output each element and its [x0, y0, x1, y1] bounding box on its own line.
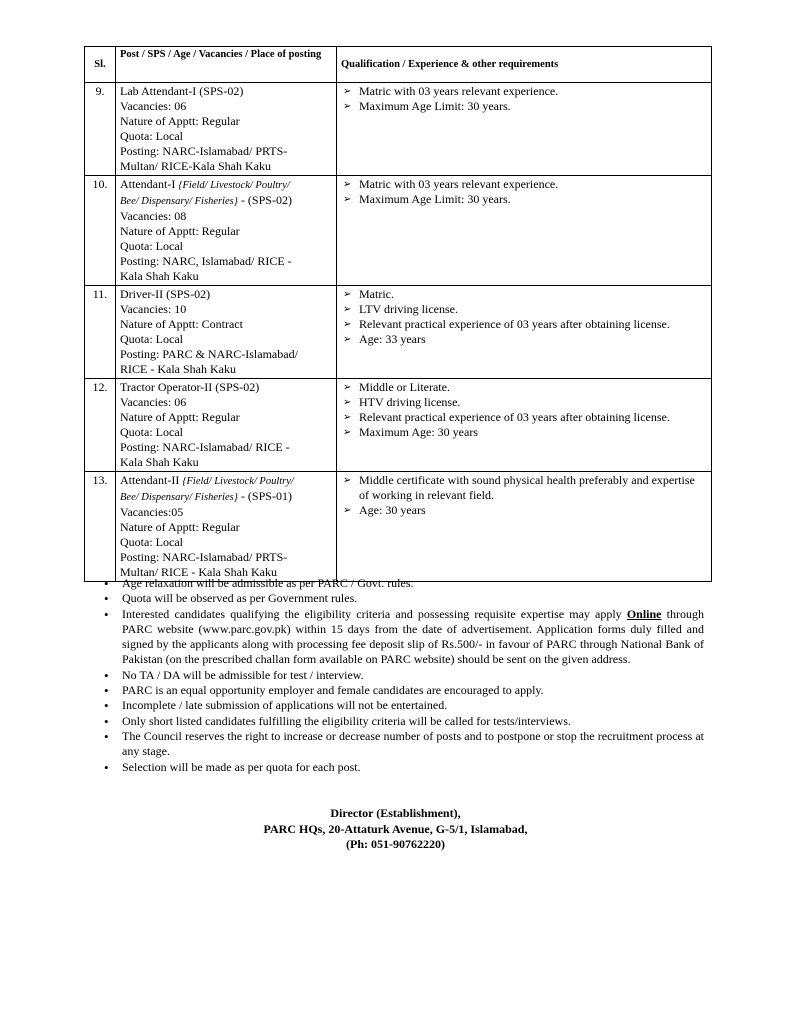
- requirements-cell: [337, 83, 712, 176]
- note-text-cont: through PARC website (www.parc.gov.pk) within 15 days from the date of advertisement. Application forms duly filled and signed by the applicants along with processing fee deposit slip of Rs.500/- in favour of PARC through National Bank of Pakistan (on the prescribed challan form available on PARC website) should be sent on the given address.: [122, 606, 704, 667]
- footer-designation: Director (Establishment),: [330, 806, 461, 820]
- post-quota: Quota: Local: [120, 425, 183, 439]
- requirement-item: ➢ Maximum Age Limit: 30 years.: [341, 99, 707, 114]
- table-header-row: [85, 47, 712, 83]
- requirement-item: ➢ Age: 33 years: [341, 332, 707, 347]
- terms-list: [104, 576, 704, 775]
- table-row: [85, 83, 712, 176]
- header-qualification: Qualification / Experience & other requirements: [337, 47, 712, 83]
- post-title: Lab Attendant-I (SPS-02): [120, 84, 244, 98]
- requirements-cell: [337, 286, 712, 379]
- note-item-apply-online: [104, 607, 704, 668]
- requirement-item: ➢ Maximum Age: 30 years: [341, 425, 707, 440]
- footer-phone: (Ph: 051-90762220): [346, 837, 445, 851]
- row-number: 11.: [85, 286, 116, 379]
- post-title-line: [120, 177, 332, 193]
- post-appointment: Nature of Apptt: Regular: [120, 520, 240, 534]
- requirement-item: ➢ HTV driving license.: [341, 395, 707, 410]
- post-title-line: [120, 473, 332, 489]
- note-item: • Age relaxation will be admissible as per PARC / Govt. rules.: [104, 576, 704, 591]
- requirement-item: ➢ Relevant practical experience of 03 years after obtaining license.: [341, 410, 707, 425]
- post-posting: Posting: NARC-Islamabad/ RICE -: [120, 440, 290, 454]
- note-item: • PARC is an equal opportunity employer and female candidates are encouraged to apply.: [104, 683, 704, 698]
- post-departments: {Field/ Livestock/ Poultry/: [182, 476, 294, 487]
- post-cell: [116, 176, 337, 286]
- note-item: • Selection will be made as per quota for each post.: [104, 760, 704, 775]
- requirement-item: ➢ Middle or Literate.: [341, 380, 707, 395]
- requirements-cell: [337, 379, 712, 472]
- post-appointment: Nature of Apptt: Regular: [120, 410, 240, 424]
- post-vacancies: Vacancies: 10: [120, 302, 187, 316]
- post-cell: [116, 472, 337, 582]
- requirement-item: ➢ Age: 30 years: [341, 503, 707, 518]
- requirement-item: ➢ Maximum Age Limit: 30 years.: [341, 192, 707, 207]
- post-departments: {Field/ Livestock/ Poultry/: [178, 180, 290, 191]
- post-cell: [116, 379, 337, 472]
- post-vacancies: Vacancies: 06: [120, 395, 187, 409]
- note-item: • No TA / DA will be admissible for test / interview.: [104, 668, 704, 683]
- post-cell: [116, 83, 337, 176]
- row-number: 9.: [85, 83, 116, 176]
- post-posting-cont: Kala Shah Kaku: [120, 455, 199, 469]
- table-row: [85, 379, 712, 472]
- post-quota: Quota: Local: [120, 332, 183, 346]
- post-posting-cont: Multan/ RICE - Kala Shah Kaku: [120, 565, 277, 579]
- row-number: 10.: [85, 176, 116, 286]
- post-posting: Posting: PARC & NARC-Islamabad/: [120, 347, 298, 361]
- note-text: Interested candidates qualifying the eligibility criteria and possessing requisite expertise may apply: [122, 606, 627, 621]
- post-posting: Posting: NARC-Islamabad/ PRTS-: [120, 144, 288, 158]
- post-vacancies: Vacancies:05: [120, 505, 184, 519]
- online-emphasis: Online: [626, 606, 662, 621]
- post-sps: - (SPS-01): [237, 489, 292, 503]
- post-quota: Quota: Local: [120, 535, 183, 549]
- post-departments-cont: Bee/ Dispensary/ Fisheries}: [120, 492, 238, 503]
- post-appointment: Nature of Apptt: Contract: [120, 317, 243, 331]
- note-item: • Quota will be observed as per Government rules.: [104, 591, 704, 606]
- post-vacancies: Vacancies: 08: [120, 209, 187, 223]
- post-posting-cont: Multan/ RICE-Kala Shah Kaku: [120, 159, 271, 173]
- post-title: Tractor Operator-II (SPS-02): [120, 380, 260, 394]
- post-posting-cont: RICE - Kala Shah Kaku: [120, 362, 236, 376]
- requirements-cell: [337, 472, 712, 582]
- header-sl: Sl.: [85, 47, 116, 83]
- post-title: Attendant-II: [120, 473, 183, 487]
- post-quota: Quota: Local: [120, 239, 183, 253]
- requirement-item: ➢ Matric with 03 years relevant experience.: [341, 177, 707, 192]
- note-item: • Incomplete / late submission of applications will not be entertained.: [104, 698, 704, 713]
- row-number: 12.: [85, 379, 116, 472]
- row-number: 13.: [85, 472, 116, 582]
- post-posting: Posting: NARC-Islamabad/ PRTS-: [120, 550, 288, 564]
- post-posting-cont: Kala Shah Kaku: [120, 269, 199, 283]
- post-title: Attendant-I: [120, 177, 179, 191]
- requirement-item: ➢ Relevant practical experience of 03 years after obtaining license.: [341, 317, 707, 332]
- footer-address: PARC HQs, 20-Attaturk Avenue, G-5/1, Islamabad,: [263, 821, 528, 836]
- post-departments-cont: Bee/ Dispensary/ Fisheries}: [120, 196, 238, 207]
- post-sps: - (SPS-02): [237, 193, 292, 207]
- requirement-item: ➢ Matric with 03 years relevant experience.: [341, 84, 707, 99]
- post-appointment: Nature of Apptt: Regular: [120, 224, 240, 238]
- requirement-item: ➢ Middle certificate with sound physical health preferably and expertise of working in relevant field.: [341, 473, 707, 503]
- post-title: Driver-II (SPS-02): [120, 287, 211, 301]
- post-title-line-2: [120, 489, 332, 505]
- requirements-cell: [337, 176, 712, 286]
- post-cell: [116, 286, 337, 379]
- note-item: • The Council reserves the right to increase or decrease number of posts and to postpone or stop the recruitment process at any stage.: [104, 729, 704, 760]
- post-quota: Quota: Local: [120, 129, 183, 143]
- table-row: [85, 286, 712, 379]
- requirement-item: ➢ LTV driving license.: [341, 302, 707, 317]
- note-item: • Only short listed candidates fulfilling the eligibility criteria will be called for tests/interviews.: [104, 714, 704, 729]
- post-vacancies: Vacancies: 06: [120, 99, 187, 113]
- requirement-item: ➢ Matric.: [341, 287, 707, 302]
- table-row: [85, 472, 712, 582]
- post-title-line-2: [120, 193, 332, 209]
- post-appointment: Nature of Apptt: Regular: [120, 114, 240, 128]
- header-post: Post / SPS / Age / Vacancies / Place of posting: [116, 47, 337, 83]
- table-row: [85, 176, 712, 286]
- vacancies-table: [84, 46, 712, 582]
- contact-footer: [0, 806, 791, 853]
- post-posting: Posting: NARC, Islamabad/ RICE -: [120, 254, 292, 268]
